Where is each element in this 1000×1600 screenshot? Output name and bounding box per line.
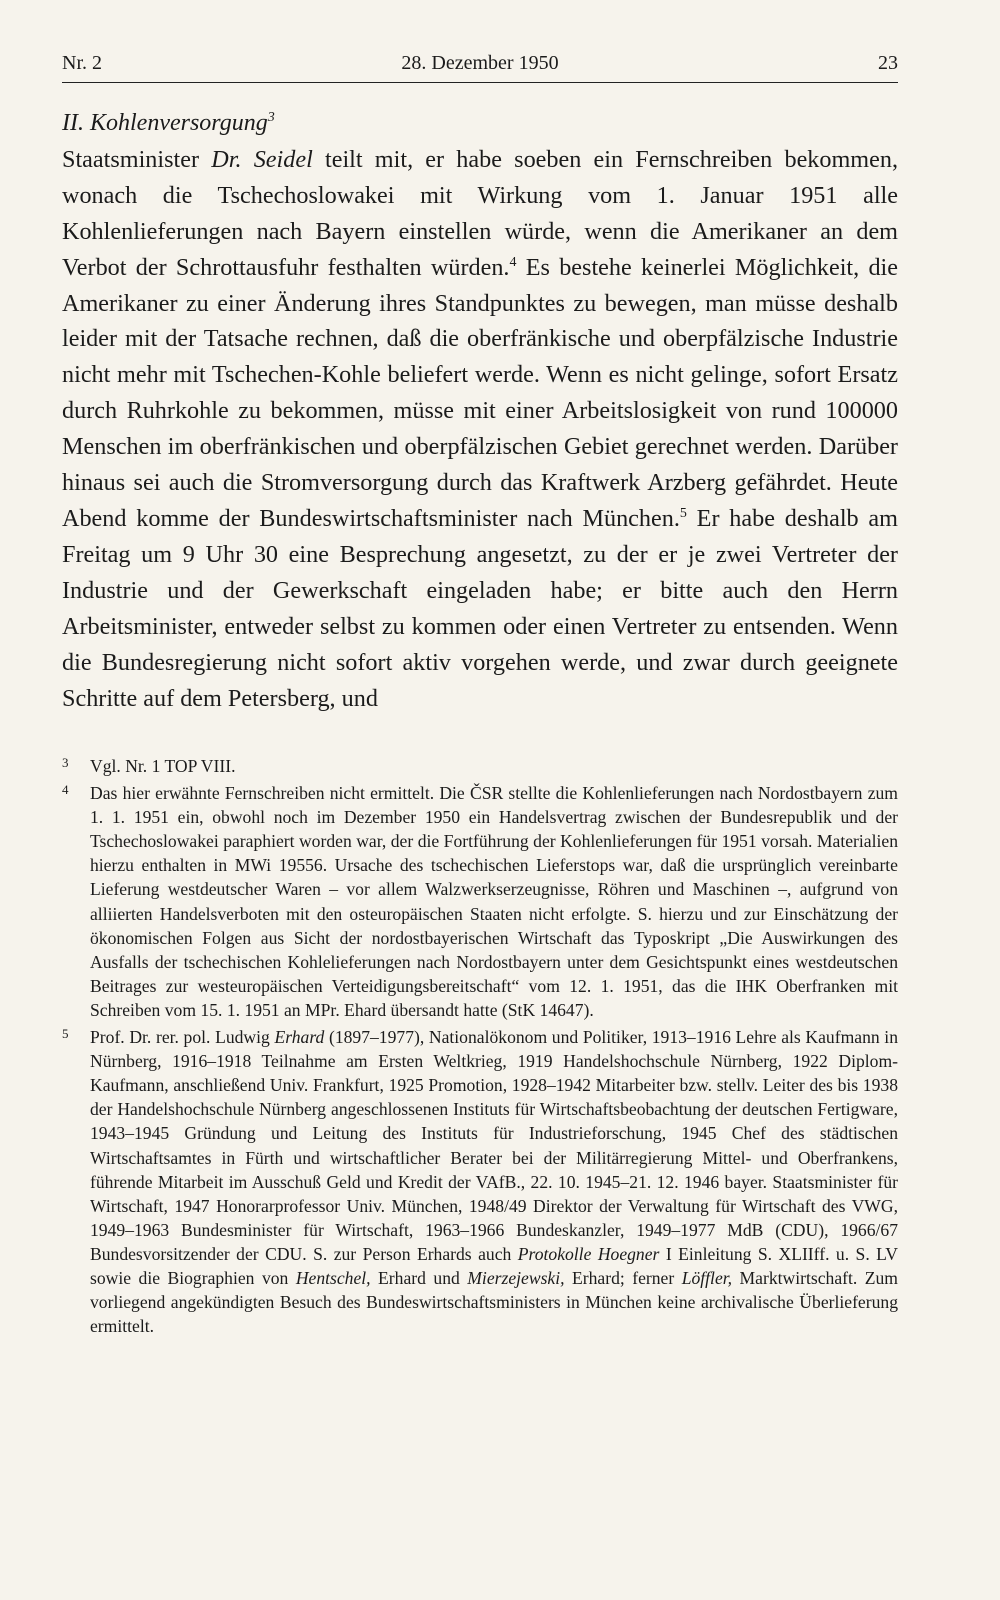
footnote-italic: Mierzejewski,: [467, 1267, 565, 1288]
footnote-italic: Protokolle Hoegner: [517, 1243, 660, 1264]
main-paragraph: [62, 142, 898, 717]
footnote-5: [62, 1025, 898, 1338]
footnote-text: Erhard; ferner: [564, 1267, 682, 1288]
paragraph-text: Es bestehe keinerlei Möglichkeit, die Amerikaner zu einer Änderung ihres Standpunktes zu bewegen, man müsse deshalb leider mit der Tatsache rechnen, daß die oberfränkische und oberpfälzische Industrie nicht mehr mit Tschechen-Kohle beliefert werde. Wenn es nicht gelinge, sofort Ersatz durch Ruhrkohle zu bekommen, müsse mit einer Arbeitslosigkeit von rund 100000 Menschen im oberfränkischen und oberpfälzischen Gebiet gerechnet werden. Darüber hinaus sei auch die Stromversorgung durch das Kraftwerk Arzberg gefährdet. Heute Abend komme der Bundeswirtschaftsminister nach München.: [62, 253, 898, 532]
footnote-number: 3: [62, 755, 69, 770]
footnote-4: [62, 781, 898, 1022]
footnote-ref-5[interactable]: 5: [679, 505, 687, 521]
page-header: [62, 46, 898, 80]
section-heading: [62, 106, 898, 142]
footnote-number: 5: [62, 1026, 69, 1042]
footnote-text: Das hier erwähnte Fernschreiben nicht ermittelt. Die ČSR stellte die Kohlenlieferungen nach Nordostbayern zum 1. 1. 1951 ein, obwohl noch im Dezember 1950 ein Handelsvertrag zwischen der Bundesrepublik und der Tschechoslowakei paraphiert worden war, der die Fortführung der Kohlenlieferungen für 1951 vorsah. Materialien hierzu enthalten in MWi 19556. Ursache des tschechischen Lieferstops war, daß die ursprünglich vereinbarte Lieferung westdeutscher Waren – vor allem Walzwerkserzeugnisse, Röhren und Maschinen –, aufgrund von alliierten Handelsverboten mit den osteuropäischen Staaten nicht erfolgte. S. hierzu und zur Einschätzung der ökonomischen Folgen aus Sicht der nordostbayerischen Wirtschaft das Typoskript „Die Auswirkungen des Ausfalls der tschechischen Kohlelieferungen nach Nordostbayern unter dem Gesichtspunkt eines westdeutschen Beitrages zur westeuropäischen Verteidigungsbereitschaft“ vom 12. 1. 1951, das die IHK Oberfranken mit Schreiben vom 15. 1. 1951 an MPr. Ehard übersandt hatte (StK 14647).: [90, 783, 898, 1020]
footnote-ref-3[interactable]: 3: [267, 110, 275, 125]
footnote-text: (1897–1977), Nationalökonom und Politiker, 1913–1916 Lehre als Kaufmann in Nürnberg, 1916–1918 Teilnahme am Ersten Weltkrieg, 1919 Handelshochschule Nürnberg, 1922 Diplom-Kaufmann, anschließend Univ. Frankfurt, 1925 Promotion, 1928–1942 Mitarbeiter bzw. stellv. Leiter des bis 1938 der Handelshochschule Nürnberg angeschlossenen Instituts für Wirtschaftsbeobachtung der deutschen Fertigware, 1943–1945 Gründung und Leitung des Instituts für Industrieforschung, 1945 Chef des städtischen Wirtschaftsamtes in Fürth und wirtschaftlicher Berater bei der Militärregierung Mittel- und Oberfrankens, führende Mitarbeit im Ausschuß Geld und Kredit der VAfB., 22. 10. 1945–21. 12. 1946 bayer. Staatsminister für Wirtschaft, 1947 Honorarprofessor Univ. München, 1948/49 Direktor der Verwaltung für Wirtschaft des VWG, 1949–1963 Bundesminister für Wirtschaft, 1963–1966 Bundeskanzler, 1949–1977 MdB (CDU), 1966/67 Bundesvorsitzender der CDU. S. zur Person Erhards auch: [90, 1027, 898, 1264]
footnote-number: 4: [62, 782, 69, 798]
footnote-italic: Löffler,: [681, 1267, 733, 1288]
footnote-italic: Erhard: [274, 1027, 325, 1048]
footnote-italic: Hentschel,: [295, 1267, 371, 1288]
footnotes: [62, 754, 898, 1341]
page-number: 23: [878, 52, 898, 74]
footnote-text: Prof. Dr. rer. pol. Ludwig: [90, 1027, 275, 1048]
header-date: 28. Dezember 1950: [401, 52, 559, 74]
footnote-text: Marktwirtschaft. Zum vorliegend angekündigten Besuch des Bundeswirtschaftsministers in München keine archivalische Überlieferung ermittelt.: [90, 1267, 898, 1337]
footnote-text: I Einleitung S. XLIIff. u. S. LV sowie die Biographien von: [90, 1243, 899, 1288]
footnote-text: Erhard und: [370, 1267, 468, 1288]
paragraph-text: Er habe deshalb am Freitag um 9 Uhr 30 eine Besprechung angesetzt, zu der er je zwei Vertreter der Industrie und der Gewerkschaft eingeladen habe; er bitte auch den Herrn Arbeitsminister, entweder selbst zu kommen oder einen Vertreter zu entsenden. Wenn die Bundesregierung nicht sofort aktiv vorgehen werde, und zwar durch geeignete Schritte auf dem Petersberg, und: [62, 504, 898, 712]
header-rule: [62, 82, 898, 83]
document-number: Nr. 2: [62, 52, 102, 74]
footnote-ref-4[interactable]: 4: [509, 254, 517, 270]
document-page: [62, 38, 898, 1568]
paragraph-text: teilt mit, er habe soeben ein Fernschreiben bekommen, wonach die Tschechoslowakei mit Wirkung vom 1. Januar 1951 alle Kohlenlieferungen nach Bayern einstellen würde, wenn die Amerikaner an dem Verbot der Schrottausfuhr festhalten würden.: [62, 145, 898, 281]
footnote-3: [62, 754, 898, 778]
paragraph-text: Staatsminister: [62, 145, 212, 173]
section-title: II. Kohlenversorgung: [62, 110, 268, 136]
main-text: [62, 106, 898, 716]
minister-name: Dr. Seidel: [211, 145, 313, 173]
footnote-text: Vgl. Nr. 1 TOP VIII.: [90, 756, 236, 776]
